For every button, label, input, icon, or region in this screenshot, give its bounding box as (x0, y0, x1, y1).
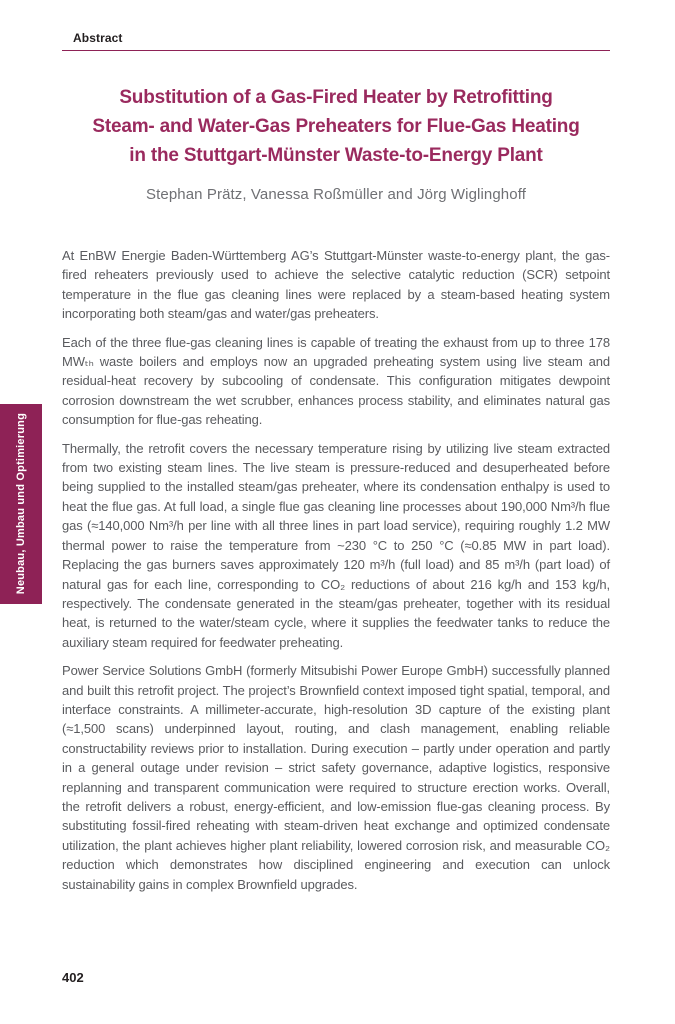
article-authors: Stephan Prätz, Vanessa Roßmüller and Jörg Wiglinghoff (146, 186, 526, 203)
header-rule-divider (62, 50, 610, 51)
abstract-body (62, 246, 610, 894)
abstract-paragraph: Power Service Solutions GmbH (formerly Mitsubishi Power Europe GmbH) successfully planned and built this retrofit project. The project’s Brownfield context imposed tight spatial, temporal, and interface constraints. A millimeter-accurate, high-resolution 3D capture of the existing plant (≈1,500 scans) underpinned layout, routing, and clash management, enabling reliable constructability reviews prior to installation. During execution – partly under operation and partly in a general outage under revision – strict safety governance, adaptive logistics, responsive replanning and transparent communication were required to structure erection works. Overall, the retrofit delivers a robust, energy-efficient, and low-emission flue-gas cleaning process. By substituting fossil-fired reheating with steam-driven heat exchange and optimized condensate utilization, the plant achieves higher plant reliability, lowered corrosion risk, and measurable CO₂ reduction which demonstrates how disciplined engineering and execution can unlock sustainability gains in complex Brownfield upgrades. (62, 663, 610, 892)
abstract-paragraph: At EnBW Energie Baden-Württemberg AG’s Stuttgart-Münster waste-to-energy plant, the gas-fired reheaters previously used to achieve the selective catalytic reduction (SCR) setpoint temperature in the flue gas cleaning lines were replaced by a steam-based heating system incorporating both steam/gas and water/gas preheaters. (62, 248, 610, 322)
page-content (62, 0, 610, 903)
section-header-label: Abstract (73, 31, 123, 45)
section-thumb-tab (0, 404, 42, 604)
abstract-paragraph: Each of the three flue-gas cleaning lines is capable of treating the exhaust from up to three 178 MWₜₕ waste boilers and employs now an upgraded preheating system using live steam and residual-heat recovery by subcooling of condensate. This configuration mitigates dewpoint corrosion downstream the wet scrubber, enhances process stability, and eliminates natural gas consumption for flue-gas reheating. (62, 334, 610, 428)
article-title (62, 83, 610, 170)
abstract-paragraph: Thermally, the retrofit covers the necessary temperature rising by utilizing live steam extracted from two existing steam lines. The live steam is pressure-reduced and desuperheated before being supplied to the installed steam/gas preheater, where its condensation enthalpy is used to heat the flue gas. At full load, a single flue gas cleaning line processes about 190,000 Nm³/h flue gas (≈140,000 Nm³/h per line with all three lines in part load service), requiring roughly 1.2 MW thermal power to raise the temperature from ~230 °C to 250 °C (≈0.85 MW in part load). Replacing the gas burners saves approximately 120 m³/h (full load) and 85 m³/h (part load) of natural gas for each line, corresponding to CO₂ reductions of about 216 kg/h and 153 kg/h, respectively. The condensate generated in the steam/gas preheater, together with its residual heat, is returned to the water/steam cycle, where it supplies the feedwater tanks to reduce the auxiliary steam required for feedwater preheating. (62, 440, 610, 650)
section-tab-label: Neubau, Umbau und Optimierung (15, 413, 27, 595)
article-title-line: in the Stuttgart-Münster Waste-to-Energy Plant (129, 145, 543, 166)
article-title-line: Steam- and Water-Gas Preheaters for Flue-Gas Heating (92, 116, 580, 137)
page-number: 402 (62, 970, 84, 985)
article-title-line: Substitution of a Gas-Fired Heater by Retrofitting (119, 87, 553, 108)
